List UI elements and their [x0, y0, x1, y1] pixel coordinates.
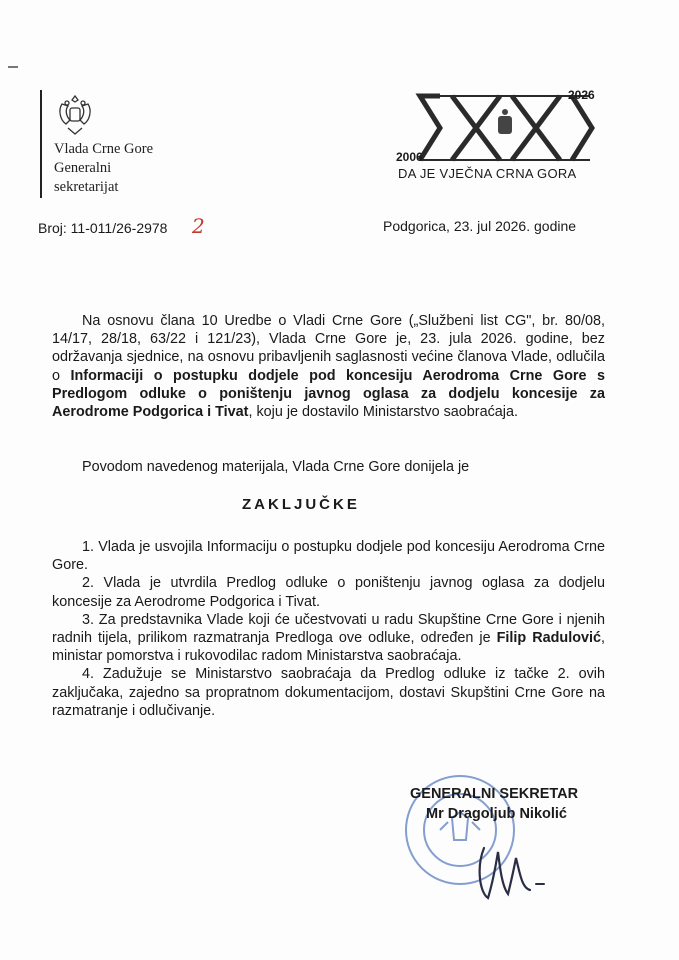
signatory-title: GENERALNI SEKRETAR	[410, 786, 579, 802]
logo-year-2006: 2006	[396, 150, 423, 164]
org-name-line2: Generalni	[54, 160, 112, 176]
place-and-date: Podgorica, 23. jul 2026. godine	[383, 218, 577, 234]
conclusions-list	[52, 538, 605, 720]
org-name-line1: Vlada Crne Gore	[54, 141, 154, 157]
conclusion-3-text: 3. Za predstavnika Vlade koji će učestvovati u radu Skupštine Crne Gore i njenih radnih tijela, prilikom razmatranja Predloga ove odluke, određen je	[52, 611, 605, 647]
header-divider	[40, 90, 42, 198]
handwritten-signature	[470, 838, 550, 908]
conclusion-3-tail: , ministar pomorstva i rukovodilac radom Ministarstva saobraćaja.	[52, 630, 605, 665]
decision-intro: Povodom navedenog materijala, Vlada Crne Gore donijela je	[82, 459, 470, 475]
logo-motto: DA JE VJEČNA CRNA GORA	[398, 166, 577, 181]
logo-year-2026: 2026	[568, 88, 595, 102]
signatory-name: Mr Dragoljub Nikolić	[426, 806, 567, 822]
conclusions-heading: ZAKLJUČKE	[242, 496, 360, 513]
intro-text: Na osnovu člana 10 Uredbe o Vladi Crne Gore („Službeni list CG", br. 80/08, 14/17, 28/18, 63/22 i 121/23), Vlada Crne Gore je, 23. jula 2026. godine, bez održavanja sjednice, na osnovu pribavljenih saglasnosti većine članova Vlade, odlučila o	[52, 313, 605, 384]
conclusion-2: 2. Vlada je utvrdila Predlog odluke o poništenju javnog oglasa za dodjelu koncesije za Aerodrome Podgorica i Tivat.	[52, 575, 605, 610]
intro-tail: , koju je dostavilo Ministarstvo saobraćaja.	[248, 404, 519, 421]
intro-paragraph	[52, 312, 605, 421]
conclusion-4: 4. Zadužuje se Ministarstvo saobraćaja da Predlog odluke iz tačke 2. ovih zaključaka, zajedno sa propratnom dokumentacijom, dostavi Skupštini Crne Gore na razmatranje i odlučivanje.	[52, 666, 605, 719]
conclusion-3	[52, 611, 605, 666]
conclusion-1: 1. Vlada je usvojila Informaciju o postupku dodjele pod koncesiju Aerodroma Crne Gore.	[52, 539, 605, 574]
representative-name: Filip Radulović	[496, 630, 601, 647]
org-name-line3: sekretarijat	[54, 179, 119, 195]
intro-bold-subject: Informaciji o postupku dodjele pod koncesiju Aerodroma Crne Gore s Predlogom odluke o poništenju javnog oglasa za dodjelu koncesije za Aerodrome Podgorica i Tivat	[52, 367, 605, 421]
coat-of-arms-icon	[52, 92, 98, 138]
document-number: Broj: 11-011/26-2978	[38, 220, 168, 236]
margin-mark	[8, 66, 18, 68]
handwritten-mark: 2	[192, 214, 205, 238]
